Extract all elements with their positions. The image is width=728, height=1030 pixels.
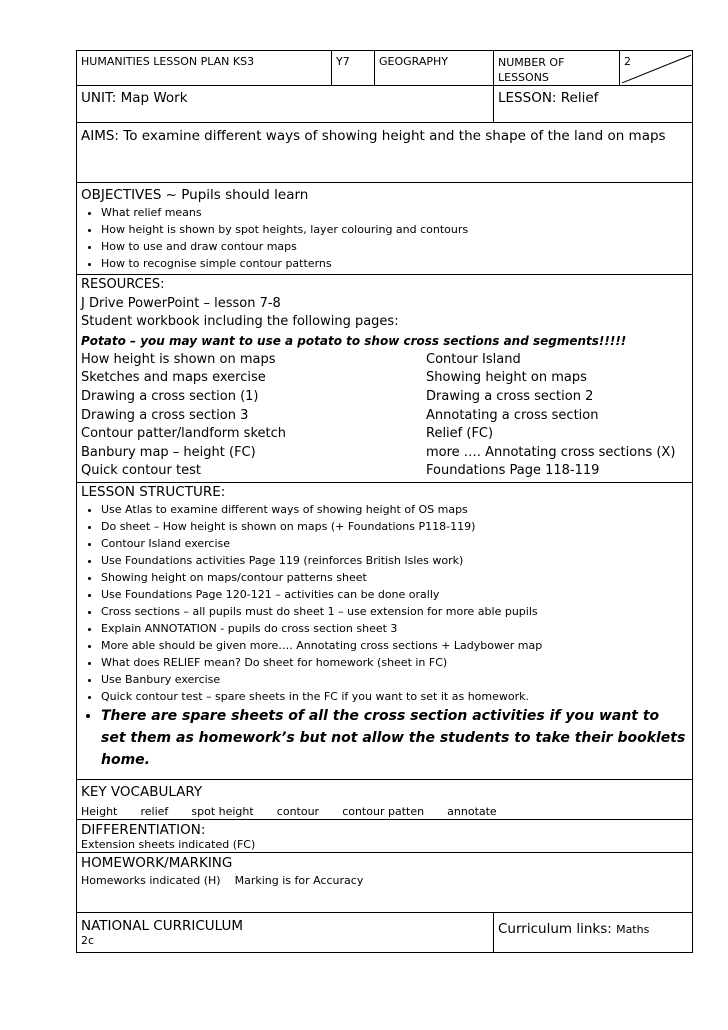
aims-row xyxy=(77,123,693,183)
spare-sheets-note: • There are spare sheets of all the cross section activities if you want to set them as homework’s but not allow the students to take their booklets home. xyxy=(101,705,688,771)
vocabulary-heading: KEY VOCABULARY xyxy=(81,783,203,800)
objectives-row xyxy=(77,183,693,275)
list-item: Foundations Page 118-119 xyxy=(426,463,600,479)
differentiation-text: Extension sheets indicated (FC) xyxy=(81,837,256,851)
resources-right-column xyxy=(426,351,688,481)
list-item: Drawing a cross section 3 xyxy=(81,407,249,423)
list-item: • Do sheet – How height is shown on maps (+ Foundations P118-119) xyxy=(101,518,688,535)
list-item: • Quick contour test – spare sheets in the FC if you want to set it as homework. xyxy=(101,688,688,705)
unit-name: UNIT: Map Work xyxy=(77,86,494,123)
subject: GEOGRAPHY xyxy=(375,51,494,86)
list-item: • Cross sections – all pupils must do sheet 1 – use extension for more able pupils xyxy=(101,603,688,620)
curriculum-row xyxy=(77,912,693,952)
vocabulary-word: annotate xyxy=(447,804,497,818)
lesson-name: LESSON: Relief xyxy=(494,86,693,123)
year-group: Y7 xyxy=(332,51,375,86)
list-item: Drawing a cross section (1) xyxy=(81,388,259,404)
vocabulary-words xyxy=(81,800,688,819)
list-item: Annotating a cross section xyxy=(426,407,599,423)
list-item: • Explain ANNOTATION - pupils do cross section sheet 3 xyxy=(101,620,688,637)
list-item: • Use Foundations activities Page 119 (reinforces British Isles work) xyxy=(101,552,688,569)
header-row xyxy=(77,51,693,86)
resources-pages xyxy=(81,351,688,481)
objectives-list xyxy=(81,204,688,272)
resources-powerpoint: J Drive PowerPoint – lesson 7-8 xyxy=(81,295,281,311)
national-curriculum-label: NATIONAL CURRICULUM xyxy=(81,917,244,934)
list-item: Sketches and maps exercise xyxy=(81,370,266,386)
list-item: How height is shown on maps xyxy=(81,351,276,367)
homework-heading: HOMEWORK/MARKING xyxy=(81,854,233,871)
list-item: • Contour Island exercise xyxy=(101,535,688,552)
resources-workbook: Student workbook including the following pages: xyxy=(81,314,399,330)
number-of-lessons-cell xyxy=(620,51,693,86)
lesson-plan-table xyxy=(76,50,693,953)
differentiation-heading: DIFFERENTIATION: xyxy=(81,821,206,838)
list-item: more …. Annotating cross sections (X) xyxy=(426,444,676,460)
vocabulary-word: contour xyxy=(276,804,320,818)
list-item: Quick contour test xyxy=(81,463,201,479)
list-item: • Use Atlas to examine different ways of showing height of OS maps xyxy=(101,501,688,518)
diagonal-line xyxy=(620,51,692,85)
national-curriculum-value: 2c xyxy=(81,933,95,947)
list-item: • What relief means xyxy=(101,204,688,221)
number-of-lessons-value: 2 xyxy=(624,55,631,68)
list-item: • More able should be given more…. Annotating cross sections + Ladybower map xyxy=(101,637,688,654)
list-item: • What does RELIEF mean? Do sheet for homework (sheet in FC) xyxy=(101,654,688,671)
vocabulary-word: Height xyxy=(81,804,118,818)
list-item: Contour Island xyxy=(426,351,521,367)
list-item: • How height is shown by spot heights, layer colouring and contours xyxy=(101,221,688,238)
lesson-structure-row xyxy=(77,482,693,779)
unit-row xyxy=(77,86,693,123)
resources-potato-note: Potato – you may want to use a potato to show cross sections and segments!!!!! xyxy=(81,333,627,348)
resources-heading: RESOURCES: xyxy=(81,277,165,292)
curriculum-links-label: Curriculum links: xyxy=(498,920,617,937)
plan-title: HUMANITIES LESSON PLAN KS3 xyxy=(77,51,332,86)
list-item: • Use Banbury exercise xyxy=(101,671,688,688)
list-item: Contour patter/landform sketch xyxy=(81,426,287,442)
list-item: • Use Foundations Page 120-121 – activities can be done orally xyxy=(101,586,688,603)
resources-left-column xyxy=(81,351,426,481)
differentiation-row xyxy=(77,819,693,852)
objectives-heading: OBJECTIVES ~ Pupils should learn xyxy=(81,187,309,203)
curriculum-links-value: Maths xyxy=(616,922,650,936)
aims-text: AIMS: To examine different ways of showing height and the shape of the land on maps xyxy=(77,123,693,183)
list-item: • Showing height on maps/contour patterns sheet xyxy=(101,569,688,586)
vocabulary-word: relief xyxy=(140,804,169,818)
list-item: • How to use and draw contour maps xyxy=(101,238,688,255)
vocabulary-row xyxy=(77,779,693,819)
structure-list xyxy=(81,501,688,771)
list-item: Relief (FC) xyxy=(426,426,494,442)
list-item: Banbury map – height (FC) xyxy=(81,444,256,460)
list-item: • How to recognise simple contour patterns xyxy=(101,255,688,272)
list-item: Showing height on maps xyxy=(426,370,587,386)
homework-text: Homeworks indicated (H) Marking is for Accuracy xyxy=(81,873,364,887)
vocabulary-word: spot height xyxy=(191,804,254,818)
list-item: Drawing a cross section 2 xyxy=(426,388,594,404)
homework-row xyxy=(77,852,693,912)
number-of-lessons-label: NUMBER OF LESSONS xyxy=(494,51,620,86)
resources-row xyxy=(77,275,693,483)
vocabulary-word: contour patten xyxy=(342,804,425,818)
structure-heading: LESSON STRUCTURE: xyxy=(81,483,226,500)
